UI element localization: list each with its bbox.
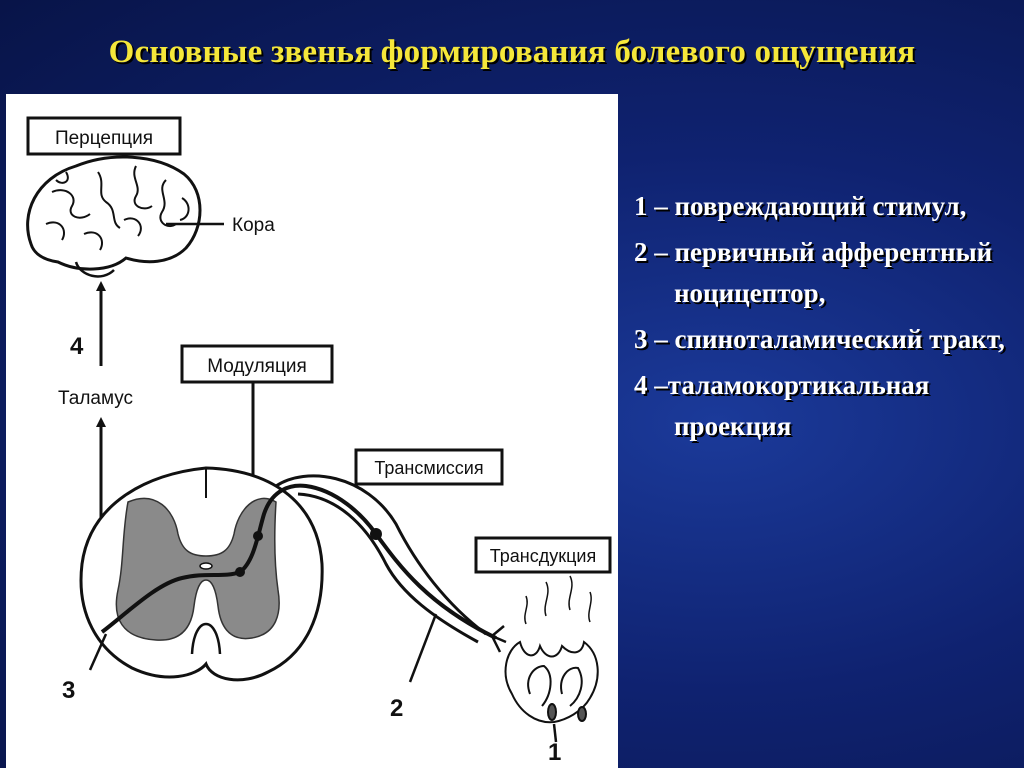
transduction-label: Трансдукция <box>489 546 597 566</box>
number-2: 2 <box>390 695 404 722</box>
transmission-box <box>356 450 502 484</box>
perception-box <box>28 118 180 154</box>
brain-icon <box>28 157 200 276</box>
slide-title: Основные звенья формирования болевого ощущения <box>108 34 916 70</box>
cortex-label: Кора <box>232 215 275 236</box>
pain-pathway-diagram <box>6 94 618 768</box>
legend-list <box>634 186 1014 452</box>
number-4: 4 <box>70 333 84 360</box>
number-3: 3 <box>62 677 76 704</box>
legend-item-4: 4 –таламокортикальная проекция <box>634 370 930 441</box>
thalamus-label: Таламус <box>58 388 134 409</box>
transduction-box <box>476 538 610 572</box>
modulation-label: Модуляция <box>207 356 307 377</box>
legend-item-3: 3 – спиноталамический тракт, <box>634 324 1005 354</box>
modulation-box <box>182 346 332 382</box>
transmission-label: Трансмиссия <box>374 458 484 478</box>
perception-label: Перцепция <box>54 128 154 149</box>
pain-pathway-figure <box>6 94 618 768</box>
legend-item-2: 2 – первичный афферентный ноцицептор, <box>634 237 993 308</box>
number-1: 1 <box>548 739 562 766</box>
stimulus-icon <box>506 576 598 742</box>
pointer-2 <box>410 614 436 682</box>
spinal-cord-section <box>81 468 506 680</box>
legend-item-1: 1 – повреждающий стимул, <box>634 191 967 221</box>
